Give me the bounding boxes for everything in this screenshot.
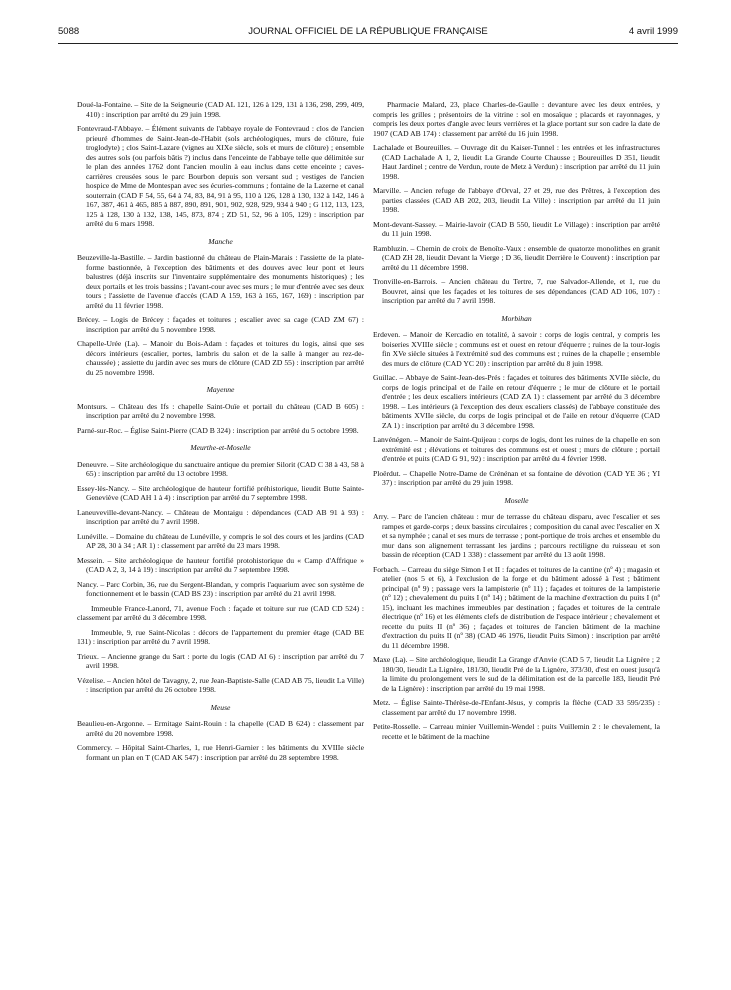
page-number: 5088	[58, 26, 80, 37]
left-column	[77, 100, 364, 767]
monument-entry: Montsurs. – Château des Ifs : chapelle Saint-Ouïe et portail du château (CAD B 605) : inscription par arrêté du 2 novembre 1998.	[77, 401, 364, 420]
monument-entry: Tronville-en-Barrois. – Ancien château du Tertre, 7, rue Salvador-Allende, et 1, rue du Bouvret, ainsi que les façades et les toitures de ses dépendances (CAD AD 106, 107) : inscription par arrêté du 7 avril 1998.	[373, 277, 660, 305]
monument-entry: Trieux. – Ancienne grange du Sart : porte du logis (CAD AI 6) : inscription par arrêté du 7 avril 1998.	[77, 651, 364, 670]
department-heading: Morbihan	[501, 313, 532, 323]
monument-entry: Messein. – Site archéologique de hauteur fortifié protohistorique du « Camp d'Affrique » (CAD A 2, 3, 14 à 19) : inscription par arrêté du 7 septembre 1998.	[77, 555, 364, 574]
department-heading: Manche	[208, 236, 233, 246]
right-column	[373, 100, 660, 746]
monument-entry: Petite-Rosselle. – Carreau minier Vuillemin-Wendel : puits Vuillemin 2 : le chevalement, la recette et le bâtiment de la machine	[373, 722, 660, 741]
monument-entry: Metz. – Église Sainte-Thérèse-de-l'Enfant-Jésus, y compris la flèche (CAD 33 595/235) : classement par arrêté du 17 novembre 1998.	[373, 698, 660, 717]
monument-entry: Doué-la-Fontaine. – Site de la Seigneurie (CAD AL 121, 126 à 129, 131 à 136, 298, 299, 409, 410) : inscription par arrêté du 29 juin 1998.	[77, 100, 364, 119]
header-rule	[58, 43, 678, 44]
monument-entry: Brécey. – Logis de Brécey : façades et toitures ; escalier avec sa cage (CAD ZM 67) : inscription par arrêté du 5 novembre 1998.	[77, 315, 364, 334]
monument-entry: Erdeven. – Manoir de Kercadio en totalité, à savoir : corps de logis central, y compris les boiseries XVIIIe siècle ; communs est et ouest en retour d'équerre ; ruines de la tour-logis fin XVe siècle situées à l'extrémité sud des communs est ; ruines de la chapelle ; ensemble des murs de clôture (CAD YC 20) : inscription par arrêté du 8 juin 1998.	[373, 330, 660, 368]
monument-entry: Nancy. – Parc Corbin, 36, rue du Sergent-Blandan, y compris l'aquarium avec son système de fonctionnement et le bassin (CAD BS 23) : inscription par arrêté du 21 avril 1998.	[77, 579, 364, 598]
monument-entry: Commercy. – Hôpital Saint-Charles, 1, rue Henri-Garnier : les bâtiments du XVIIIe siècle formant un plan en T (CAD AK 547) : inscription par arrêté du 28 septembre 1998.	[77, 743, 364, 762]
monument-entry: Chapelle-Urée (La). – Manoir du Bois-Adam : façades et toitures du logis, ainsi que ses décors intérieurs (escalier, portes, lambris du salon et de la salle à manger au rez-de-chaussée) ; assiette du jardin avec ses murs de clôture (CAD ZD 55) : inscription par arrêté du 25 novembre 1998.	[77, 339, 364, 377]
monument-entry: Beaulieu-en-Argonne. – Ermitage Saint-Rouin : la chapelle (CAD B 624) : classement par arrêté du 20 novembre 1998.	[77, 719, 364, 738]
monument-entry: Vézelise. – Ancien hôtel de Tavagny, 2, rue Jean-Baptiste-Salle (CAD AB 75, lieudit La Ville) : inscription par arrêté du 26 octobre 1998.	[77, 675, 364, 694]
monument-entry: Lunéville. – Domaine du château de Lunéville, y compris le sol des cours et les jardins (CAD AP 28, 30 à 34 ; AR 1) : classement par arrêté du 23 mars 1998.	[77, 531, 364, 550]
issue-date: 4 avril 1999	[628, 26, 678, 37]
monument-entry: Ploërdut. – Chapelle Notre-Dame de Crénénan et sa fontaine de dévotion (CAD YE 36 ; YI 37) : inscription par arrêté du 29 juin 1998.	[373, 468, 660, 487]
monument-entry: Rambluzin. – Chemin de croix de Benoîte-Vaux : ensemble de quatorze monolithes en granit (CAD ZH 28, lieudit Devant la Vierge ; D 36, lieudit Derrière le Couvent) : inscription par arrêté du 11 décembre 1998.	[373, 243, 660, 272]
monument-entry: Arry. – Parc de l'ancien château : mur de terrasse du château disparu, avec l'escalier et ses rampes et garde-corps ; deux bassins circulaires ; composition du canal avec l'escalier en X et sa nymphée ; canal et ses murs de terrasse ; pont-portique de trois arches et ensemble du mur dans son alignement terrassant les jardins ; parcours rectiligne du ruisseau et son bassin de réception (CAD 1 338) : classement par arrêté du 13 août 1998.	[373, 512, 660, 559]
department-heading: Moselle	[504, 495, 529, 505]
monument-entry: Guillac. – Abbaye de Saint-Jean-des-Prés : façades et toitures des bâtiments XVIIe siècle, du corps de logis principal et de l'aile en retour d'équerre ; le mur de clôture et le portail d'entrée ; les deux escaliers intérieurs (CAD ZA 1) : classement par arrêté du 3 décembre 1998. – Les intérieurs (à l'exception des deux escaliers classés) de l'abbaye constituée des bâtiments XVIIe siècle, du corps de logis principal et de l'aile en retour d'équerre (CAD ZA 1) : inscription par arrêté du 3 décembre 1998.	[373, 373, 660, 430]
monument-entry: Fontevraud-l'Abbaye. – Élément suivants de l'abbaye royale de Fontevraud : clos de l'ancien prieuré d'hommes de Saint-Jean-de-l'Habit (sols archéologiques, murs de clôture, fuie troglodyte) ; clos Saint-Lazare (vignes au XIXe siècle, sols et murs de clôture) ; ensemble des autres sols (ou parfois bâtis ?) inclus dans l'enceinte de l'abbaye telle que délimitée sur le plan des années 1762 dont l'ancien moulin à eau inclus dans cette enceinte ; caves-carrières creusées sous le parc Bourbon depuis son versant sud ; vestiges de l'ancien hospice de Mme de Montespan avec ses écuries-communs ; fontaine de la Lazerne et canal souterrain (CAD F 54, 55, 64 à 74, 83, 84, 91 à 95, 110 à 126, 128 à 130, 132 à 142, 146 à 167, 387, 461 à 465, 885 à 887, 890, 891, 901, 902, 928, 929, 934 à 940 ; G 112, 113, 123, 125 à 128, 130 à 132, 138, 145, 873, 874 ; ZD 51, 52, 96 à 105, 129) : inscription par arrêté du 6 mars 1998.	[77, 124, 364, 228]
department-heading: Meuse	[210, 702, 231, 712]
journal-title: JOURNAL OFFICIEL DE LA RÉPUBLIQUE FRANÇAISE	[248, 26, 488, 37]
monument-entry: Deneuvre. – Site archéologique du sanctuaire antique du premier Silorit (CAD C 38 à 43, 58 à 65) : inscription par arrêté du 13 octobre 1998.	[77, 459, 364, 478]
monument-entry: Marville. – Ancien refuge de l'abbaye d'Orval, 27 et 29, rue des Prêtres, à l'exception des parties classées (CAD AB 202, 203, lieudit La Ville) : inscription par arrêté du 11 juin 1998.	[373, 186, 660, 214]
monument-entry: Mont-devant-Sassey. – Mairie-lavoir (CAD B 550, lieudit Le Village) : inscription par arrêté du 11 juin 1998.	[373, 219, 660, 238]
monument-entry: Parné-sur-Roc. – Église Saint-Pierre (CAD B 324) : inscription par arrêté du 5 octobre 1998.	[77, 425, 359, 435]
monument-entry: Lachalade et Boureuilles. – Ouvrage dit du Kaiser-Tunnel : les entrées et les infrastructures (CAD Lachalade A 1, 2, lieudit La Grande Courte Chausse ; Boureuilles D 351, lieudit Haut Jardinel ; centre de Verdun, route de Metz à Verdun) : inscription par arrêté du 11 juin 1998.	[373, 143, 660, 181]
monument-entry: Lanvénégen. – Manoir de Saint-Quijeau : corps de logis, dont les ruines de la chapelle en son extrémité est ; élévations et toitures des communs est et ouest ; murs de clôture ; portail d'entrée et puits (CAD G 91, 92) : inscription par arrêté du 4 février 1998.	[373, 435, 660, 463]
department-heading: Mayenne	[206, 385, 235, 394]
sub-entry: Immeuble, 9, rue Saint-Nicolas : décors de l'appartement du premier étage (CAD BE 131) : inscription par arrêté du 7 avril 1998.	[77, 627, 364, 646]
monument-entry: Maxe (La). – Site archéologique, lieudit La Grange d'Anvie (CAD 5 7, lieudit La Lignère ; 2 180/30, lieudit La Lignère, 181/30, lieudit Pré de la Lignère, 373/30, d'est en ouest jusqu'à la limite du prolongement vers le sud de la délimitation est de la parcelle 183, lieudit Pré de la Lignère) : inscription par arrêté du 19 mai 1998.	[373, 655, 660, 693]
department-heading: Meurthe-et-Moselle	[190, 443, 251, 452]
monument-entry: Beuzeville-la-Bastille. – Jardin bastionné du château de Plain-Marais : l'assiette de la plate-forme bastionnée, à l'exception des bâtiments et des douves avec leur pont et leurs balustres (déjà inscrits sur l'inventaire supplémentaire des monuments historiques) ; les deux portails et les trois bassins ; l'avant-cour avec ses murs ; le mur d'entrée avec ses deux tours ; l'assiette de l'avenue d'accès (CAD A 159, 163 à 165, 167, 169) : inscription par arrêté du 11 février 1998.	[77, 253, 364, 310]
sub-entry: Immeuble France-Lanord, 71, avenue Foch : façade et toiture sur rue (CAD CD 524) : classement par arrêté du 3 décembre 1998.	[77, 603, 364, 622]
monument-entry: Laneuveville-devant-Nancy. – Château de Montaigu : dépendances (CAD AB 91 à 93) : inscription par arrêté du 7 avril 1998.	[77, 507, 364, 526]
monument-entry: Essey-lès-Nancy. – Site archéologique de hauteur fortifié préhistorique, lieudit Butte Sainte-Geneviève (CAD AH 1 à 4) : inscription par arrêté du 7 septembre 1998.	[77, 483, 364, 502]
page-header	[58, 26, 678, 40]
monument-entry: Forbach. – Carreau du siège Simon I et II : façades et toitures de la cantine (nº 4) ; magasin et atelier (nos 5 et 6), à l'exclusion de la forge et du bâtiment adossé à l'est ; bâtiment principal (nº 9) ; passage vers la lampisterie (nº 11) ; façades et toitures de la lampisterie (nº 12) ; chevalement du puits I (nº 14) ; bâtiment de la machine d'extraction du puits I (nº 15), incluant les machines immeubles par destination ; façades et toitures de la centrale électrique (nº 16) et les éléments clefs de distribution de l'espace intérieur ; chevalement et recette du puits II (nº 36) ; façades et toitures de l'ancien bâtiment de la machine d'extraction du puits II (nº 38) (CAD 46 1976, lieudit Puits Simon) : inscription par arrêté du 11 décembre 1998.	[373, 564, 660, 650]
sub-entry: Pharmacie Malard, 23, place Charles-de-Gaulle : devanture avec les deux entrées, y compris les grilles ; présentoirs de la vitrine : sol en mosaïque ; placards et rayonnages, y compris les deux portes d'angle avec leurs verrières et la glace portant sur son cadre la date de 1907 (CAD AB 174) : classement par arrêté du 16 juin 1998.	[373, 100, 660, 138]
